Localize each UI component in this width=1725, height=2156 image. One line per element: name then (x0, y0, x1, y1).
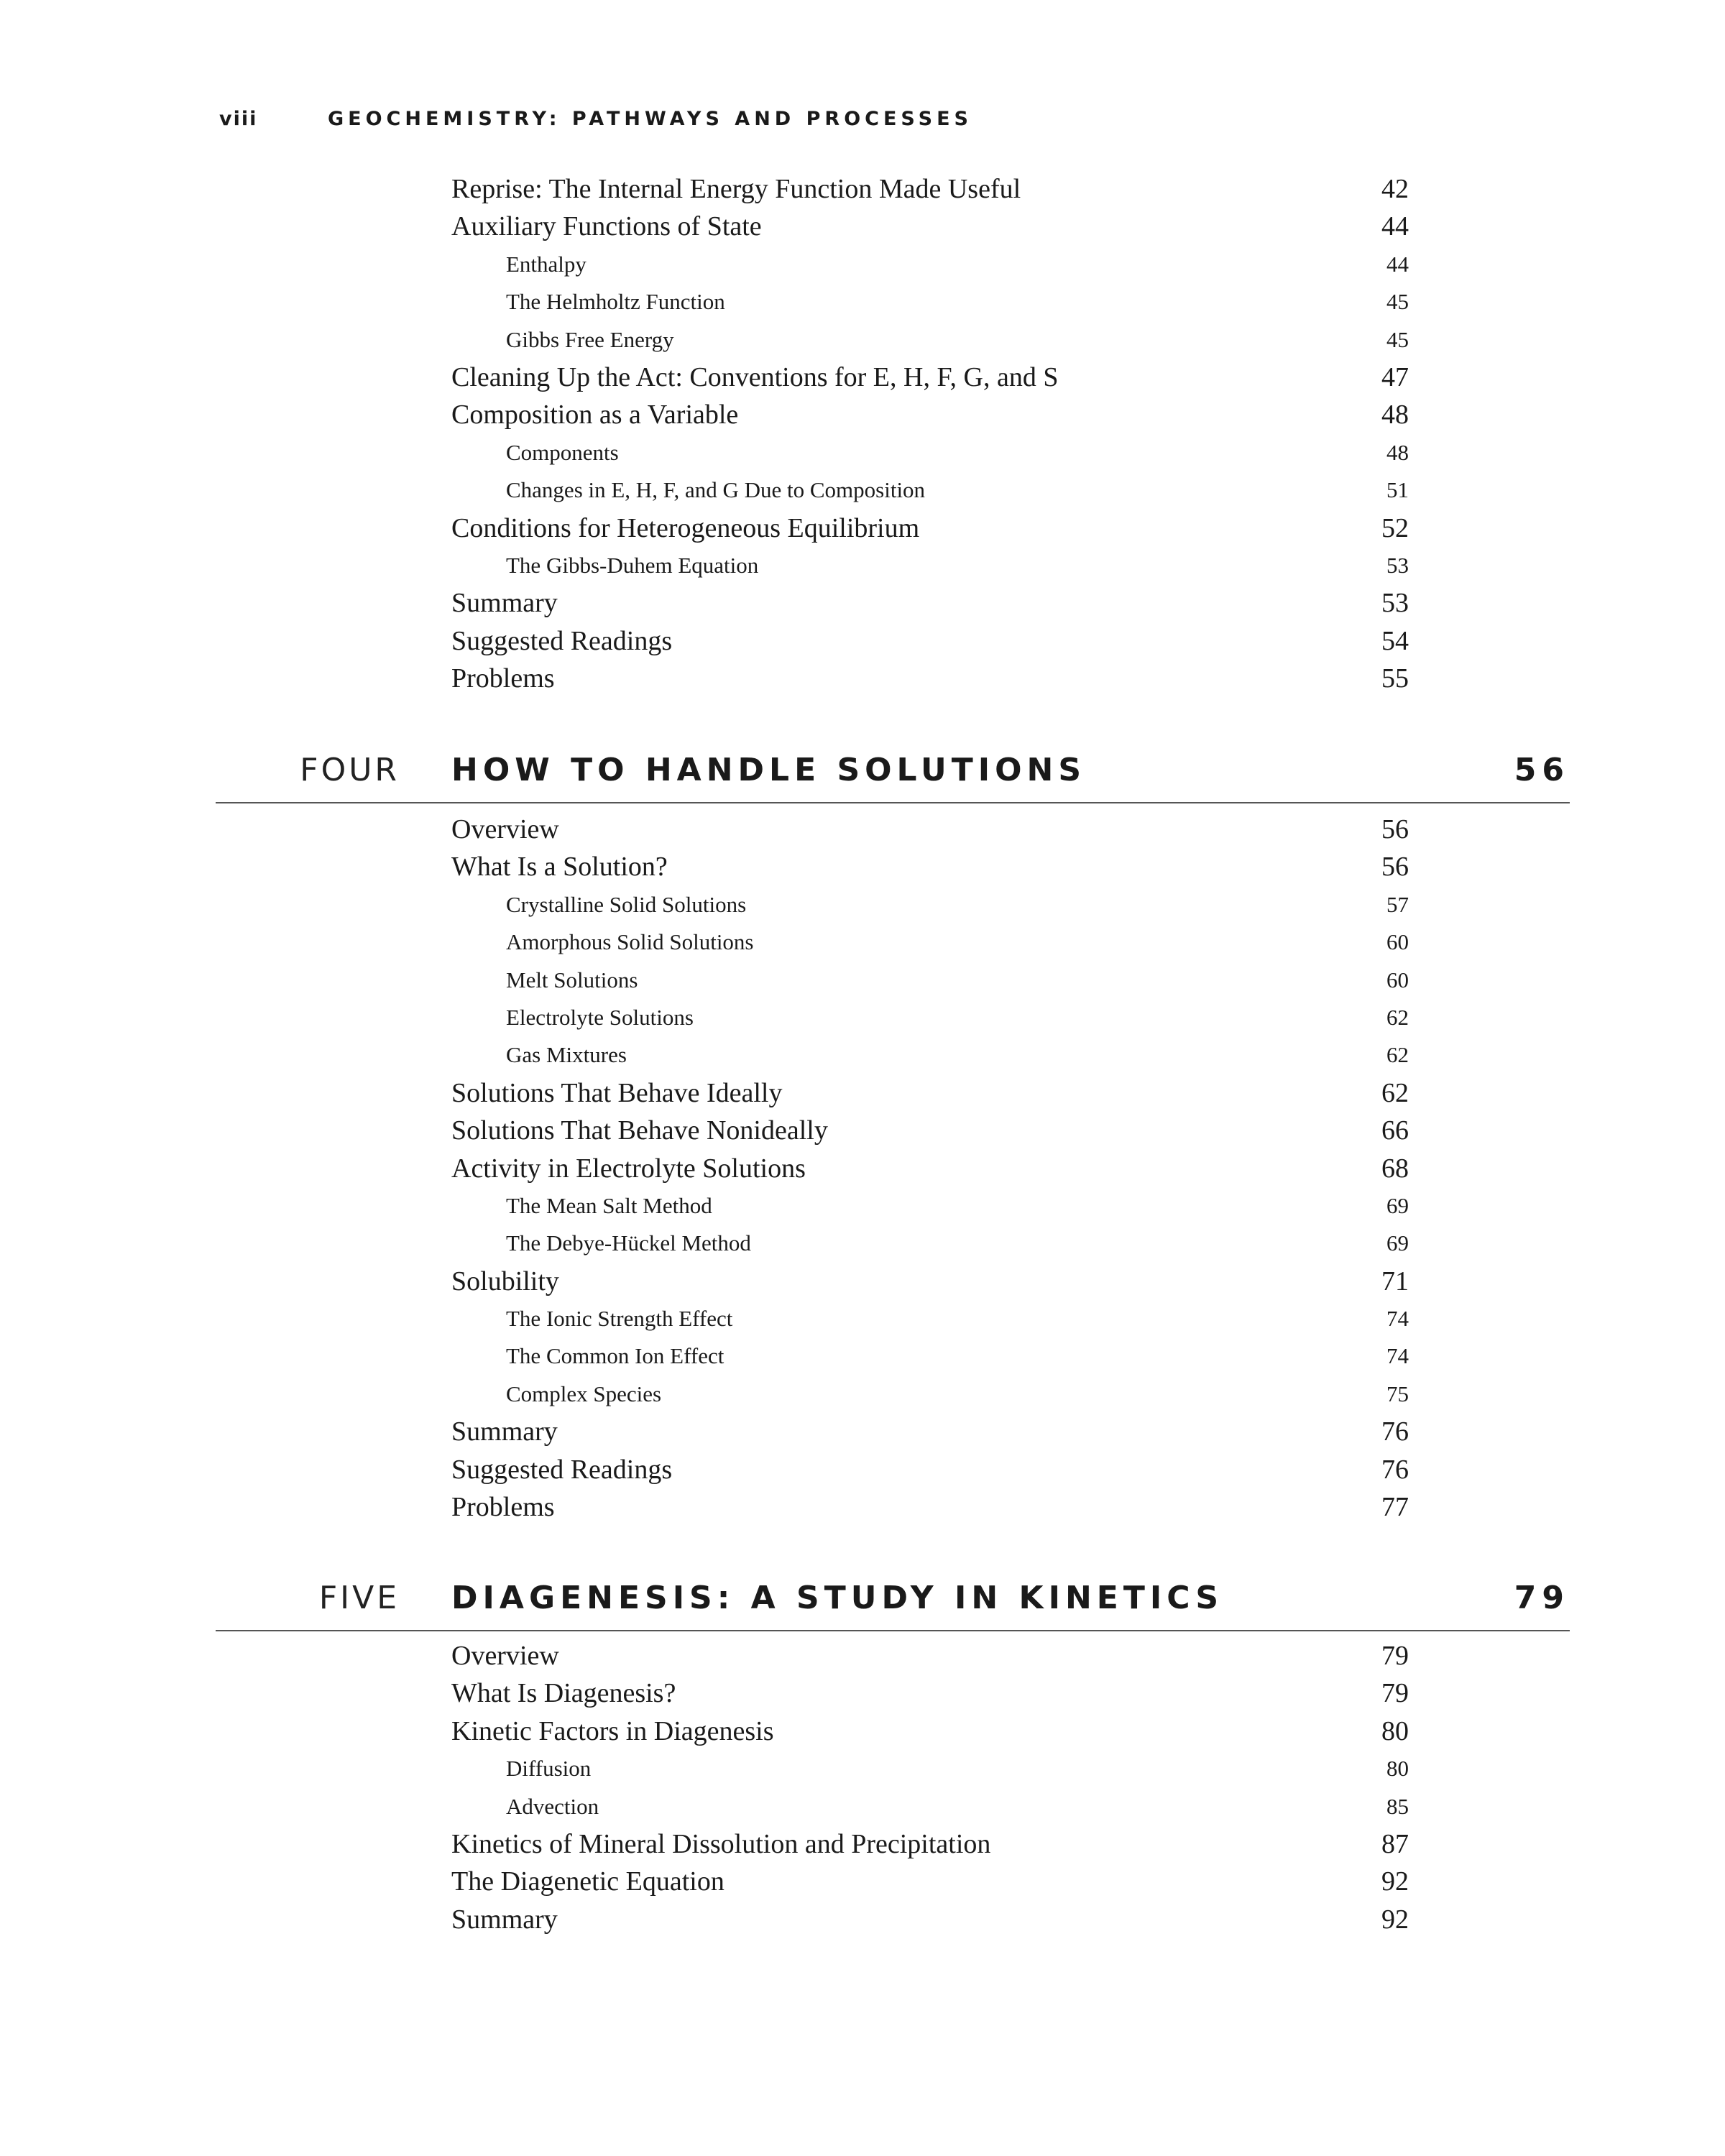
toc-entry[interactable] (0, 283, 1725, 321)
toc-entry[interactable] (0, 1225, 1725, 1262)
chapter-number: FIVE (318, 1580, 400, 1616)
toc-entry[interactable] (0, 170, 1725, 208)
toc-entry-title: Overview (451, 814, 559, 844)
toc-entry-page: 69 (1386, 1192, 1409, 1218)
toc-entry-title: Kinetic Factors in Diagenesis (451, 1715, 774, 1746)
toc-entry-title: Overview (451, 1641, 559, 1671)
toc-entry-page: 53 (1381, 588, 1409, 619)
toc-entry[interactable] (0, 471, 1725, 509)
toc-entry[interactable] (0, 396, 1725, 433)
toc-entry-title: Summary (451, 588, 558, 619)
toc-entry-title: Diffusion (506, 1756, 592, 1782)
toc-entry-page: 60 (1386, 929, 1409, 955)
toc-entry-title: The Mean Salt Method (506, 1192, 712, 1218)
running-head (0, 108, 1725, 137)
toc-entry[interactable] (0, 660, 1725, 697)
toc-entry-title: Solutions That Behave Ideally (451, 1077, 783, 1108)
book-title: GEOCHEMISTRY: PATHWAYS AND PROCESSES (328, 108, 972, 130)
toc-entry[interactable] (0, 208, 1725, 245)
toc-entry-page: 80 (1386, 1756, 1409, 1782)
toc-entry-page: 74 (1386, 1343, 1409, 1369)
toc-entry-page: 71 (1381, 1266, 1409, 1296)
toc-entry[interactable] (0, 1187, 1725, 1225)
toc-entry-page: 92 (1381, 1866, 1409, 1897)
toc-entry-page: 85 (1386, 1793, 1409, 1819)
toc-entry-page: 87 (1381, 1828, 1409, 1859)
toc-chapter-five-list (0, 1637, 1725, 1938)
toc-entry-title: Changes in E, H, F, and G Due to Composition (506, 477, 926, 503)
chapter-heading-four (216, 752, 1570, 803)
toc-entry-title: Components (506, 439, 619, 465)
toc-entry-title: The Ionic Strength Effect (506, 1306, 733, 1332)
toc-entry[interactable] (0, 359, 1725, 396)
toc-entry-page: 44 (1386, 251, 1409, 277)
toc-entry[interactable] (0, 1637, 1725, 1674)
toc-entry-title: Activity in Electrolyte Solutions (451, 1153, 806, 1184)
chapter-title: DIAGENESIS: A STUDY IN KINETICS (451, 1580, 1224, 1616)
toc-entry-page: 68 (1381, 1153, 1409, 1184)
toc-entry[interactable] (0, 962, 1725, 999)
toc-entry-title: Solubility (451, 1266, 559, 1296)
toc-entry-title: Summary (451, 1904, 558, 1935)
toc-entry-page: 51 (1386, 477, 1409, 503)
toc-entry-page: 62 (1381, 1077, 1409, 1108)
toc-entry-page: 66 (1381, 1115, 1409, 1146)
toc-entry[interactable] (0, 1337, 1725, 1375)
chapter-page: 56 (1514, 752, 1570, 788)
toc-entry[interactable] (0, 886, 1725, 923)
toc-entry-page: 62 (1386, 1042, 1409, 1068)
toc-entry[interactable] (0, 811, 1725, 848)
toc-entry-page: 80 (1381, 1715, 1409, 1746)
toc-entry-title: The Common Ion Effect (506, 1343, 724, 1369)
toc-entry-title: Suggested Readings (451, 625, 673, 656)
toc-entry-title: Enthalpy (506, 251, 586, 277)
toc-entry[interactable] (0, 1674, 1725, 1712)
toc-entry-title: Summary (451, 1416, 558, 1447)
toc-entry-title: The Diagenetic Equation (451, 1866, 724, 1897)
toc-continued-list (0, 170, 1725, 697)
toc-entry-title: Amorphous Solid Solutions (506, 929, 754, 955)
toc-entry[interactable] (0, 1300, 1725, 1337)
toc-entry[interactable] (0, 622, 1725, 660)
toc-entry[interactable] (0, 584, 1725, 622)
toc-entry-title: What Is a Solution? (451, 852, 668, 883)
toc-entry[interactable] (0, 1863, 1725, 1900)
toc-entry-page: 47 (1381, 361, 1409, 392)
toc-entry-title: Electrolyte Solutions (506, 1004, 694, 1030)
toc-entry-page: 77 (1381, 1492, 1409, 1523)
toc-entry-page: 44 (1381, 211, 1409, 242)
toc-entry[interactable] (0, 1488, 1725, 1526)
toc-entry-title: Advection (506, 1793, 599, 1819)
toc-entry[interactable] (0, 1413, 1725, 1450)
toc-entry[interactable] (0, 1713, 1725, 1750)
toc-entry-page: 53 (1386, 552, 1409, 578)
toc-entry[interactable] (0, 1376, 1725, 1413)
toc-entry-page: 74 (1386, 1306, 1409, 1332)
toc-entry-page: 45 (1386, 289, 1409, 315)
toc-entry[interactable] (0, 848, 1725, 885)
toc-entry-page: 76 (1381, 1416, 1409, 1447)
toc-entry-page: 69 (1386, 1230, 1409, 1256)
toc-entry-page: 42 (1381, 174, 1409, 204)
toc-entry-page: 45 (1386, 326, 1409, 352)
toc-chapter-four-list (0, 811, 1725, 1526)
toc-entry-page: 54 (1381, 625, 1409, 656)
toc-entry-title: Composition as a Variable (451, 400, 739, 430)
toc-entry-page: 76 (1381, 1454, 1409, 1485)
toc-entry-page: 56 (1381, 852, 1409, 883)
chapter-number: FOUR (300, 752, 400, 788)
toc-entry-title: Reprise: The Internal Energy Function Made Useful (451, 174, 1021, 204)
toc-entry[interactable] (0, 1451, 1725, 1488)
toc-entry-page: 62 (1386, 1004, 1409, 1030)
toc-entry-title: Conditions for Heterogeneous Equilibrium (451, 512, 920, 543)
toc-entry[interactable] (0, 1150, 1725, 1187)
toc-entry-page: 52 (1381, 512, 1409, 543)
toc-entry-title: The Debye-Hückel Method (506, 1230, 751, 1256)
toc-entry-page: 48 (1381, 400, 1409, 430)
toc-entry-title: Kinetics of Mineral Dissolution and Precipitation (451, 1828, 991, 1859)
toc-entry[interactable] (0, 1788, 1725, 1825)
toc-entry[interactable] (0, 321, 1725, 359)
toc-entry-title: Crystalline Solid Solutions (506, 891, 747, 917)
toc-entry-page: 79 (1381, 1641, 1409, 1671)
toc-entry[interactable] (0, 1750, 1725, 1787)
toc-entry-title: Suggested Readings (451, 1454, 673, 1485)
toc-entry[interactable] (0, 434, 1725, 471)
toc-entry[interactable] (0, 547, 1725, 584)
toc-entry-title: Solutions That Behave Nonideally (451, 1115, 828, 1146)
toc-entry-title: Problems (451, 1492, 555, 1523)
toc-entry[interactable] (0, 1112, 1725, 1149)
toc-entry-title: Melt Solutions (506, 967, 638, 992)
toc-entry[interactable] (0, 1036, 1725, 1074)
toc-entry-page: 75 (1386, 1381, 1409, 1406)
toc-entry[interactable] (0, 923, 1725, 961)
page-folio: viii (219, 108, 258, 130)
chapter-page: 79 (1514, 1580, 1570, 1616)
toc-entry-title: Auxiliary Functions of State (451, 211, 762, 242)
toc-entry-page: 57 (1386, 891, 1409, 917)
toc-entry-title: Gibbs Free Energy (506, 326, 674, 352)
toc-entry[interactable] (0, 999, 1725, 1036)
toc-entry[interactable] (0, 1263, 1725, 1300)
toc-entry[interactable] (0, 1074, 1725, 1112)
toc-entry-title: Gas Mixtures (506, 1042, 627, 1068)
toc-entry[interactable] (0, 246, 1725, 283)
toc-entry[interactable] (0, 1901, 1725, 1938)
toc-entry-title: Cleaning Up the Act: Conventions for E, H, F, G, and S (451, 361, 1059, 392)
toc-entry-title: The Helmholtz Function (506, 289, 725, 315)
toc-entry-page: 92 (1381, 1904, 1409, 1935)
toc-entry[interactable] (0, 510, 1725, 547)
toc-entry-page: 56 (1381, 814, 1409, 844)
toc-entry-title: Complex Species (506, 1381, 662, 1406)
chapter-heading-five (216, 1580, 1570, 1631)
toc-entry-title: What Is Diagenesis? (451, 1678, 676, 1709)
chapter-title: HOW TO HANDLE SOLUTIONS (451, 752, 1087, 788)
toc-entry-page: 60 (1386, 967, 1409, 992)
toc-entry-title: Problems (451, 663, 555, 694)
toc-entry-title: The Gibbs-Duhem Equation (506, 552, 759, 578)
toc-entry-page: 55 (1381, 663, 1409, 694)
toc-entry-page: 48 (1386, 439, 1409, 465)
toc-entry-page: 79 (1381, 1678, 1409, 1709)
toc-entry[interactable] (0, 1825, 1725, 1863)
